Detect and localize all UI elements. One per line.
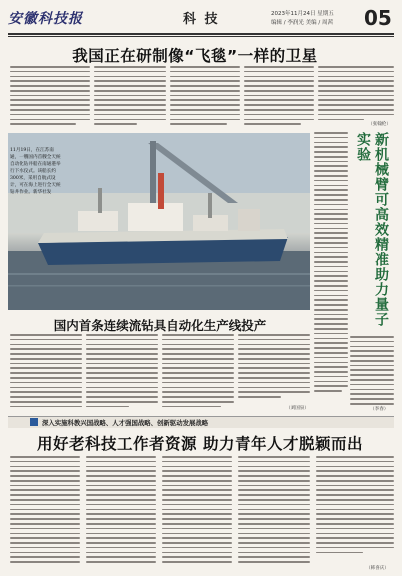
issue-date: 2023年11月24日 星期五: [271, 11, 334, 17]
article1-byline: （张翰伦）: [368, 122, 391, 127]
article3-headline: 用好老科技工作者资源 助力青年人才脱颖而出: [37, 435, 363, 453]
article1-headline: 我国正在研制像“飞毯”一样的卫星: [72, 47, 318, 65]
page-number: 05: [364, 6, 392, 30]
article1-col2: [94, 66, 166, 128]
article1-col3: [170, 66, 240, 128]
banner-marker-icon: [30, 418, 38, 426]
article2-col1: [10, 334, 82, 412]
newspaper-logo: 安徽科技报: [8, 11, 83, 27]
article1-col1: [10, 66, 90, 128]
article2-col3: [162, 334, 234, 412]
article-right-headline-box: [350, 132, 394, 332]
banner-text: 深入实施科教兴国战略、人才强国战略、创新驱动发展战略: [42, 419, 209, 427]
article-right-col1: [314, 132, 348, 412]
article2-headline: 国内首条连续流钻具自动化生产线投产: [53, 318, 267, 333]
editor-credits: 编辑 / 李润光 美编 / 周茜: [271, 20, 333, 26]
masthead: [8, 6, 394, 34]
masthead-rule-thin: [8, 36, 394, 37]
masthead-rule: [8, 33, 394, 35]
article3-col3: [162, 456, 232, 570]
article3-byline: （韩喜庆）: [366, 566, 389, 571]
article1-col5: [318, 66, 394, 122]
article3-col2: [86, 456, 156, 570]
article-right-byline: （李春）: [370, 407, 389, 412]
article-right-headline: 新机械臂可高效精准助力量子实验: [355, 132, 389, 327]
section-title: 科 技: [183, 12, 220, 27]
article2-byline: （刘国泉）: [286, 406, 309, 411]
photo-caption: 11月19日，在江苏南通，一艘国内首艘全天候自动化钻井船在南通港举行下水仪式。该船长约300米，采用自航式设计，可在海上进行全天候钻井作业。新华社发: [10, 148, 61, 195]
article3-col5: [316, 456, 394, 562]
article3-col1: [10, 456, 80, 570]
article3-col4: [238, 456, 310, 570]
article-right-col2: [350, 336, 394, 408]
article2-col4: [238, 334, 310, 404]
article1-col4: [244, 66, 314, 128]
article2-col2: [86, 334, 158, 412]
